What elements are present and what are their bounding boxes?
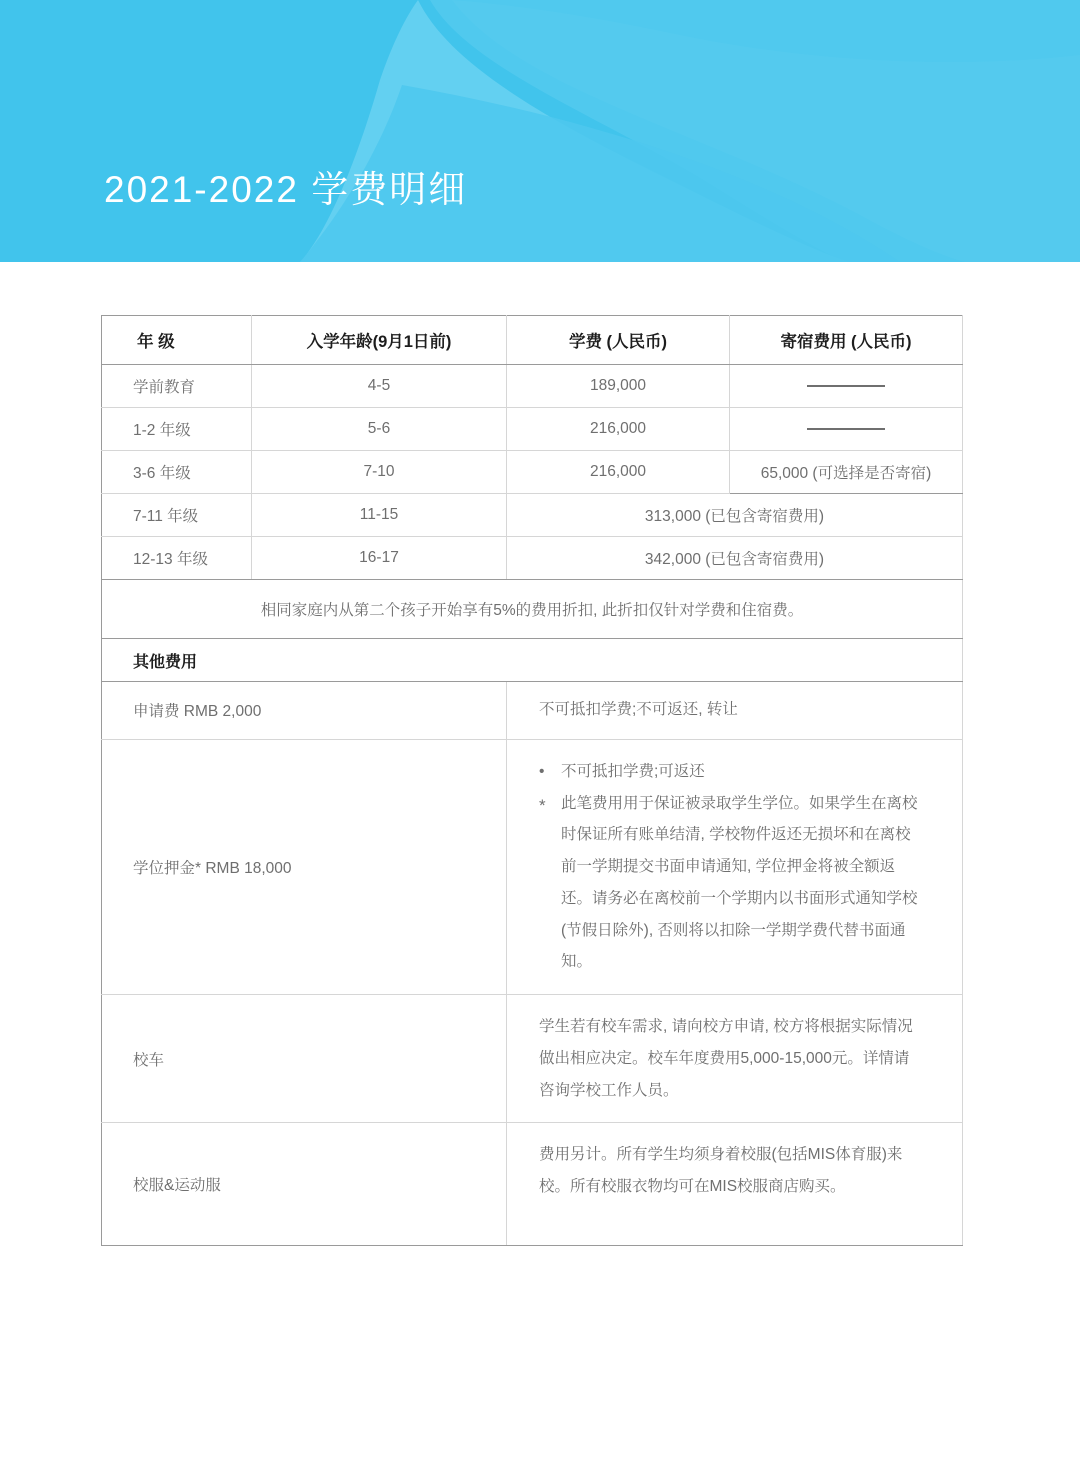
em-dash-icon	[807, 428, 885, 430]
tuition-fee-table	[101, 315, 963, 1246]
table-row	[102, 365, 963, 408]
em-dash-icon	[807, 385, 885, 387]
deposit-fee-label: 学位押金* RMB 18,000	[102, 739, 507, 994]
deposit-bullet-list	[539, 756, 922, 978]
column-header-boarding: 寄宿费用 (人民币)	[730, 316, 963, 365]
cell-age: 5-6	[252, 408, 507, 451]
uniform-description: 费用另计。所有学生均须身着校服(包括MIS体育服)来校。所有校服衣物均可在MIS校服商店购买。	[507, 1123, 963, 1246]
cell-age: 4-5	[252, 365, 507, 408]
table-row	[102, 451, 963, 494]
deposit-bullet-item	[539, 788, 922, 979]
cell-tuition: 189,000	[507, 365, 730, 408]
deposit-fee-row	[102, 739, 963, 994]
deposit-bullet-text: 不可抵扣学费;可返还	[561, 762, 705, 780]
table-row	[102, 537, 963, 580]
other-fees-section-header-row	[102, 639, 963, 682]
school-bus-description: 学生若有校车需求, 请向校方申请, 校方将根据实际情况做出相应决定。校车年度费用5,000-15,000元。详情请咨询学校工作人员。	[507, 995, 963, 1123]
cell-tuition: 216,000	[507, 408, 730, 451]
bullet-asterisk-icon: *	[539, 795, 546, 815]
cell-grade: 学前教育	[102, 365, 252, 408]
column-header-tuition: 学费 (人民币)	[507, 316, 730, 365]
uniform-row	[102, 1123, 963, 1246]
cell-boarding-dash	[730, 365, 963, 408]
application-fee-label: 申请费 RMB 2,000	[102, 682, 507, 740]
column-header-grade: 年 级	[102, 316, 252, 365]
application-fee-row	[102, 682, 963, 740]
header-swoosh-decoration	[0, 0, 1080, 262]
deposit-bullet-text: 此笔费用用于保证被录取学生学位。如果学生在离校时保证所有账单结清, 学校物件返还无损坏和在离校前一学期提交书面申请通知, 学位押金将被全额返还。请务必在离校前一个学期内以书面形式通知学校 (节假日除外), 否则将以扣除一学期学费代替书面通知。	[561, 794, 918, 971]
column-header-age: 入学年龄(9月1日前)	[252, 316, 507, 365]
uniform-label: 校服&运动服	[102, 1123, 507, 1246]
table-header-row	[102, 316, 963, 365]
school-bus-label: 校车	[102, 995, 507, 1123]
cell-tuition: 216,000	[507, 451, 730, 494]
bullet-dot-icon: •	[539, 762, 545, 780]
table-row	[102, 494, 963, 537]
table-row	[102, 408, 963, 451]
sibling-discount-note-row	[102, 580, 963, 639]
sibling-discount-note: 相同家庭内从第二个孩子开始享有5%的费用折扣, 此折扣仅针对学费和住宿费。	[102, 580, 963, 639]
cell-tuition-boarding-merged: 313,000 (已包含寄宿费用)	[507, 494, 963, 537]
deposit-bullet-item	[539, 756, 922, 788]
page-title: 2021-2022 学费明细	[104, 169, 468, 210]
school-bus-row	[102, 995, 963, 1123]
cell-grade: 3-6 年级	[102, 451, 252, 494]
cell-age: 16-17	[252, 537, 507, 580]
cell-grade: 12-13 年级	[102, 537, 252, 580]
cell-age: 11-15	[252, 494, 507, 537]
page-header-banner	[0, 0, 1080, 262]
cell-boarding-dash	[730, 408, 963, 451]
other-fees-section-title: 其他费用	[102, 639, 963, 682]
deposit-fee-description	[507, 739, 963, 994]
cell-grade: 7-11 年级	[102, 494, 252, 537]
cell-age: 7-10	[252, 451, 507, 494]
cell-tuition-boarding-merged: 342,000 (已包含寄宿费用)	[507, 537, 963, 580]
cell-grade: 1-2 年级	[102, 408, 252, 451]
cell-boarding: 65,000 (可选择是否寄宿)	[730, 451, 963, 494]
application-fee-description: 不可抵扣学费;不可返还, 转让	[507, 682, 963, 740]
